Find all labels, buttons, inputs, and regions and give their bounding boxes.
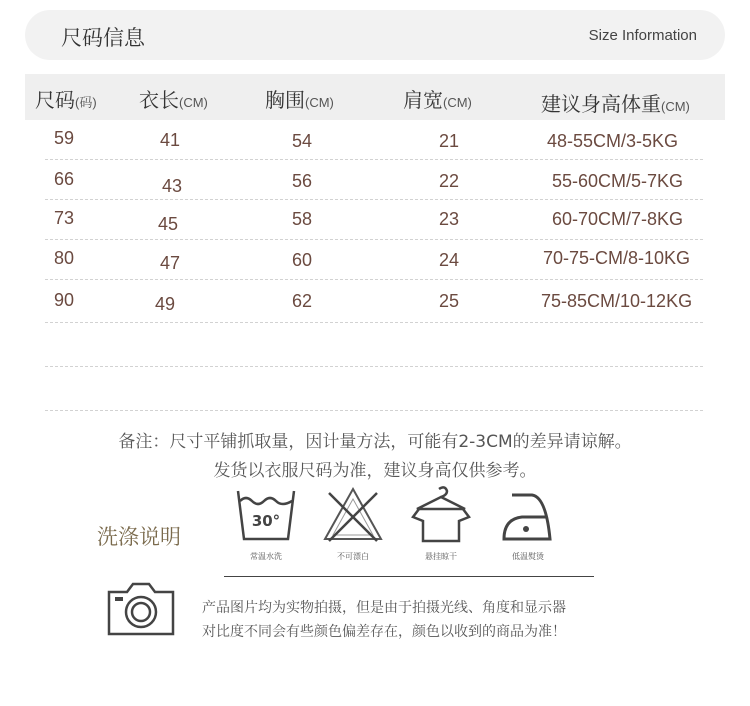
column-header-size: 尺码(码) xyxy=(35,88,97,112)
cell-shoulder: 23 xyxy=(439,209,460,229)
cell-height-weight: 75-85CM/10-12KG xyxy=(541,291,693,311)
table-row xyxy=(45,280,703,323)
hang-dry-icon xyxy=(409,485,473,545)
cell-height-weight: 55-60CM/5-7KG xyxy=(552,171,684,191)
page-title: 尺码信息 xyxy=(61,26,145,50)
column-header-chest: 胸围(CM) xyxy=(265,88,334,112)
care-label-hang-dry: 悬挂晾干 xyxy=(425,552,457,561)
cell-chest: 60 xyxy=(292,250,313,270)
table-header xyxy=(25,74,725,120)
table-row xyxy=(45,240,703,280)
cell-length: 47 xyxy=(160,253,181,273)
cell-chest: 58 xyxy=(292,209,313,229)
no-bleach-icon xyxy=(321,485,385,545)
empty-row-divider xyxy=(45,410,703,411)
wash-temperature: 30° xyxy=(251,512,281,530)
care-divider xyxy=(224,576,594,577)
wash-30-icon xyxy=(234,485,298,545)
camera-icon xyxy=(107,580,175,636)
header-bar xyxy=(25,10,725,60)
size-note: 备注：尺寸平铺抓取量，因计量方法，可能有2-3CM的差异请谅解。 xyxy=(118,432,632,452)
care-label-wash: 常温水洗 xyxy=(250,552,282,561)
cell-shoulder: 21 xyxy=(439,131,460,151)
care-label-no-bleach: 不可漂白 xyxy=(337,552,369,561)
care-label-low-iron: 低温熨烫 xyxy=(512,552,544,561)
cell-chest: 54 xyxy=(292,131,313,151)
cell-height-weight: 70-75-CM/8-10KG xyxy=(543,248,691,268)
cell-length: 45 xyxy=(158,214,179,234)
cell-shoulder: 24 xyxy=(439,250,460,270)
page-subtitle: Size Information xyxy=(588,27,697,44)
column-header-shoulder: 肩宽(CM) xyxy=(403,88,472,112)
cell-height-weight: 60-70CM/7-8KG xyxy=(552,209,684,229)
table-row xyxy=(45,120,703,160)
cell-length: 49 xyxy=(155,294,176,314)
low-iron-icon xyxy=(496,485,560,545)
cell-size: 80 xyxy=(54,248,75,268)
care-title: 洗涤说明 xyxy=(97,525,181,549)
cell-height-weight: 48-55CM/3-5KG xyxy=(547,131,679,151)
disclaimer-line-2: 对比度不同会有些颜色偏差存在，颜色以收到的商品为准！ xyxy=(202,624,566,640)
column-header-length: 衣长(CM) xyxy=(139,88,208,112)
table-row xyxy=(45,200,703,240)
cell-length: 41 xyxy=(160,130,181,150)
cell-size: 73 xyxy=(54,208,75,228)
empty-row-divider xyxy=(45,366,703,367)
cell-chest: 56 xyxy=(292,171,313,191)
disclaimer-line-1: 产品图片均为实物拍摄，但是由于拍摄光线、角度和显示器 xyxy=(202,600,566,616)
size-note-2: 发货以衣服尺码为准，建议身高仅供参考。 xyxy=(213,461,537,481)
cell-size: 90 xyxy=(54,290,75,310)
cell-chest: 62 xyxy=(292,291,313,311)
cell-shoulder: 22 xyxy=(439,171,460,191)
cell-shoulder: 25 xyxy=(439,291,460,311)
table-row xyxy=(45,160,703,200)
cell-length: 43 xyxy=(162,176,183,196)
cell-size: 66 xyxy=(54,169,75,189)
column-header-height-weight: 建议身高体重(CM) xyxy=(541,92,690,116)
cell-size: 59 xyxy=(54,128,75,148)
